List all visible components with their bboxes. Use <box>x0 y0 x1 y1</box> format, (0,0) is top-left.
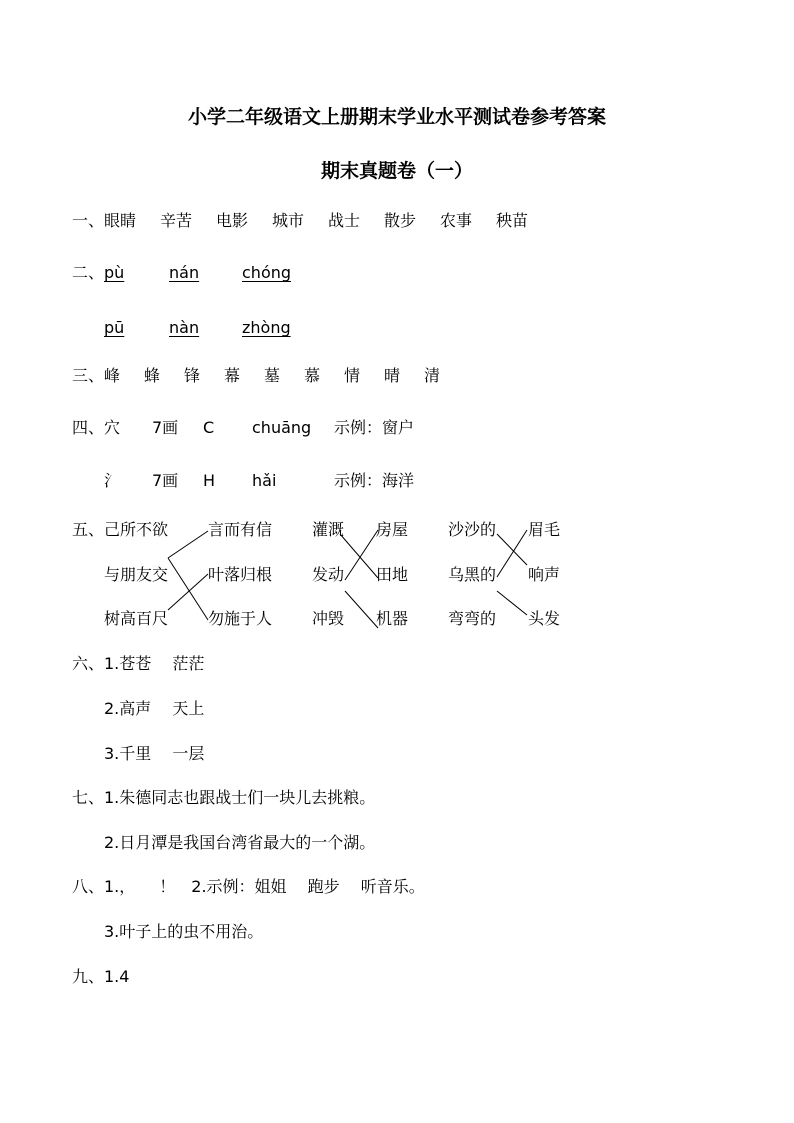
q5-adjective: 乌黑的 <box>448 565 497 584</box>
page-title: 小学二年级语文上册期末学业水平测试卷参考答案 <box>187 106 606 128</box>
q1-word: 眼睛 <box>104 211 137 230</box>
q7-item: 1.朱德同志也跟战士们一块儿去挑粮。 <box>104 788 376 807</box>
q3-char: 慕 <box>304 366 321 385</box>
q5-phrase-left: 树高百尺 <box>104 609 169 628</box>
q1-word: 城市 <box>272 211 305 230</box>
q1-word: 农事 <box>440 211 473 230</box>
match-line <box>497 591 527 615</box>
q6-item: 2.高声 天上 <box>104 699 205 718</box>
q5-noun: 房屋 <box>376 520 409 539</box>
q9-line: 1.4 <box>104 967 130 986</box>
q4-example: 示例：海洋 <box>334 471 415 490</box>
q2-label: 二、 <box>72 263 105 282</box>
q3-char: 清 <box>424 366 441 385</box>
q1-word: 辛苦 <box>160 211 193 230</box>
q5-noun: 机器 <box>376 609 409 628</box>
q5-verb: 冲毁 <box>312 609 345 628</box>
q5-phrase-right: 言而有信 <box>208 520 273 539</box>
q8-line: 3.叶子上的虫不用治。 <box>104 922 264 941</box>
q5-object: 响声 <box>528 565 561 584</box>
q4-example: 示例：窗户 <box>334 418 415 437</box>
q6-item: 3.千里 一层 <box>104 744 205 763</box>
q3-char: 晴 <box>384 366 401 385</box>
q4-radical: 氵 <box>104 471 121 490</box>
match-line <box>497 530 527 577</box>
q4-strokes: 7画 <box>152 471 179 490</box>
q2-pinyin: pù <box>104 263 125 282</box>
q5-phrase-right: 勿施于人 <box>208 609 273 628</box>
q5-object: 眉毛 <box>528 520 561 539</box>
q5-phrase-left: 与朋友交 <box>104 565 169 584</box>
q5-phrase-left: 己所不欲 <box>104 520 169 539</box>
q1-word: 散步 <box>384 211 417 230</box>
q2-pinyin: nán <box>169 263 200 282</box>
q8-line: 1.， ！ 2.示例：姐姐 跑步 听音乐。 <box>104 877 425 896</box>
q4-letter: C <box>203 418 215 437</box>
q2-pinyin: zhòng <box>242 318 291 337</box>
q3-char: 墓 <box>264 366 281 385</box>
q5-verb: 发动 <box>312 565 345 584</box>
q1-word: 战士 <box>328 211 361 230</box>
q3-label: 三、 <box>72 366 105 385</box>
match-line <box>168 574 208 610</box>
q3-char: 蜂 <box>144 366 161 385</box>
q5-phrase-right: 叶落归根 <box>208 565 273 584</box>
q4-pinyin: chuāng <box>252 418 312 437</box>
q5-label: 五、 <box>72 520 105 539</box>
page-subtitle: 期末真题卷（一） <box>320 160 473 182</box>
match-line <box>497 534 527 565</box>
q5-object: 头发 <box>528 609 561 628</box>
q4-radical: 穴 <box>104 418 121 437</box>
match-line <box>168 558 208 620</box>
q9-label: 九、 <box>72 967 105 986</box>
q3-char: 锋 <box>184 366 201 385</box>
q2-pinyin: pū <box>104 318 125 337</box>
q6-label: 六、 <box>72 654 105 673</box>
q8-label: 八、 <box>72 877 105 896</box>
q1-word: 秧苗 <box>496 211 529 230</box>
q3-char: 幕 <box>224 366 241 385</box>
q5-adjective: 弯弯的 <box>448 609 497 628</box>
q5-verb: 灌溉 <box>312 520 345 539</box>
q4-strokes: 7画 <box>152 418 179 437</box>
q4-label: 四、 <box>72 418 105 437</box>
q4-letter: H <box>203 471 216 490</box>
q3-char: 情 <box>344 366 361 385</box>
match-line <box>340 534 378 578</box>
q4-pinyin: hǎi <box>252 471 277 490</box>
q1-label: 一、 <box>72 211 105 230</box>
q3-char: 峰 <box>104 366 121 385</box>
q5-adjective: 沙沙的 <box>448 520 497 539</box>
match-line <box>168 531 208 558</box>
q1-word: 电影 <box>216 211 249 230</box>
q2-pinyin: chóng <box>242 263 292 282</box>
match-line <box>345 591 378 628</box>
q5-noun: 田地 <box>376 565 409 584</box>
q2-pinyin: nàn <box>169 318 200 337</box>
q6-item: 1.苍苍 茫茫 <box>104 654 205 673</box>
q7-item: 2.日月潭是我国台湾省最大的一个湖。 <box>104 833 376 852</box>
q7-label: 七、 <box>72 788 105 807</box>
